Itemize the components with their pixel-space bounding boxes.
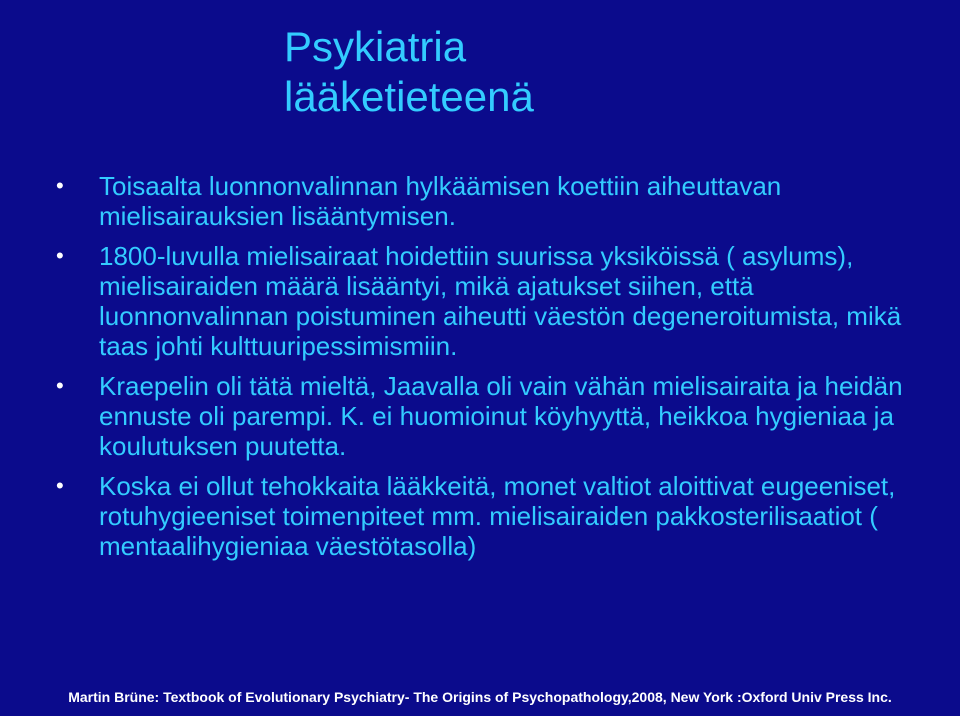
title-line-2: lääketieteenä [284,73,534,120]
bullet-text: Toisaalta luonnonvalinnan hylkäämisen koettiin aiheuttavan mielisairauksien lisääntymisen. [99,171,782,231]
bullet-dot-icon: • [56,173,64,198]
bullet-text: Kraepelin oli tätä mieltä, Jaavalla oli vain vähän mielisairaita ja heidän ennuste oli parempi. K. ei huomioinut köyhyyttä, heikkoa hygieniaa ja koulutuksen puutetta. [99,371,903,461]
bullet-item [52,371,932,461]
bullet-text: Koska ei ollut tehokkaita lääkkeitä, monet valtiot aloittivat eugeeniset, rotuhygieeniset toimenpiteet mm. mielisairaiden pakkosterilisaatiot ( mentaalihygieniaa väestötasolla) [99,471,896,561]
citation-footer: Martin Brüne: Textbook of Evolutionary Psychiatry- The Origins of Psychopathology,2008, New York :Oxford Univ Press Inc. [68,689,892,705]
bullet-item [52,241,932,361]
bullet-dot-icon: • [56,243,64,268]
bullet-dot-icon: • [56,373,64,398]
title-line-1: Psykiatria [284,23,467,70]
bullet-text: 1800-luvulla mielisairaat hoidettiin suurissa yksiköissä ( asylums), mielisairaiden määrä lisääntyi, mikä ajatukset siihen, että luonnonvalinnan poistuminen aiheutti väestön degeneroitumista, mikä taas johti kulttuuripessimismiin. [99,241,902,361]
bullet-item [52,171,932,231]
bullet-item [52,471,932,561]
bullet-list [52,171,932,571]
bullet-dot-icon: • [56,473,64,498]
slide-title [284,22,844,122]
